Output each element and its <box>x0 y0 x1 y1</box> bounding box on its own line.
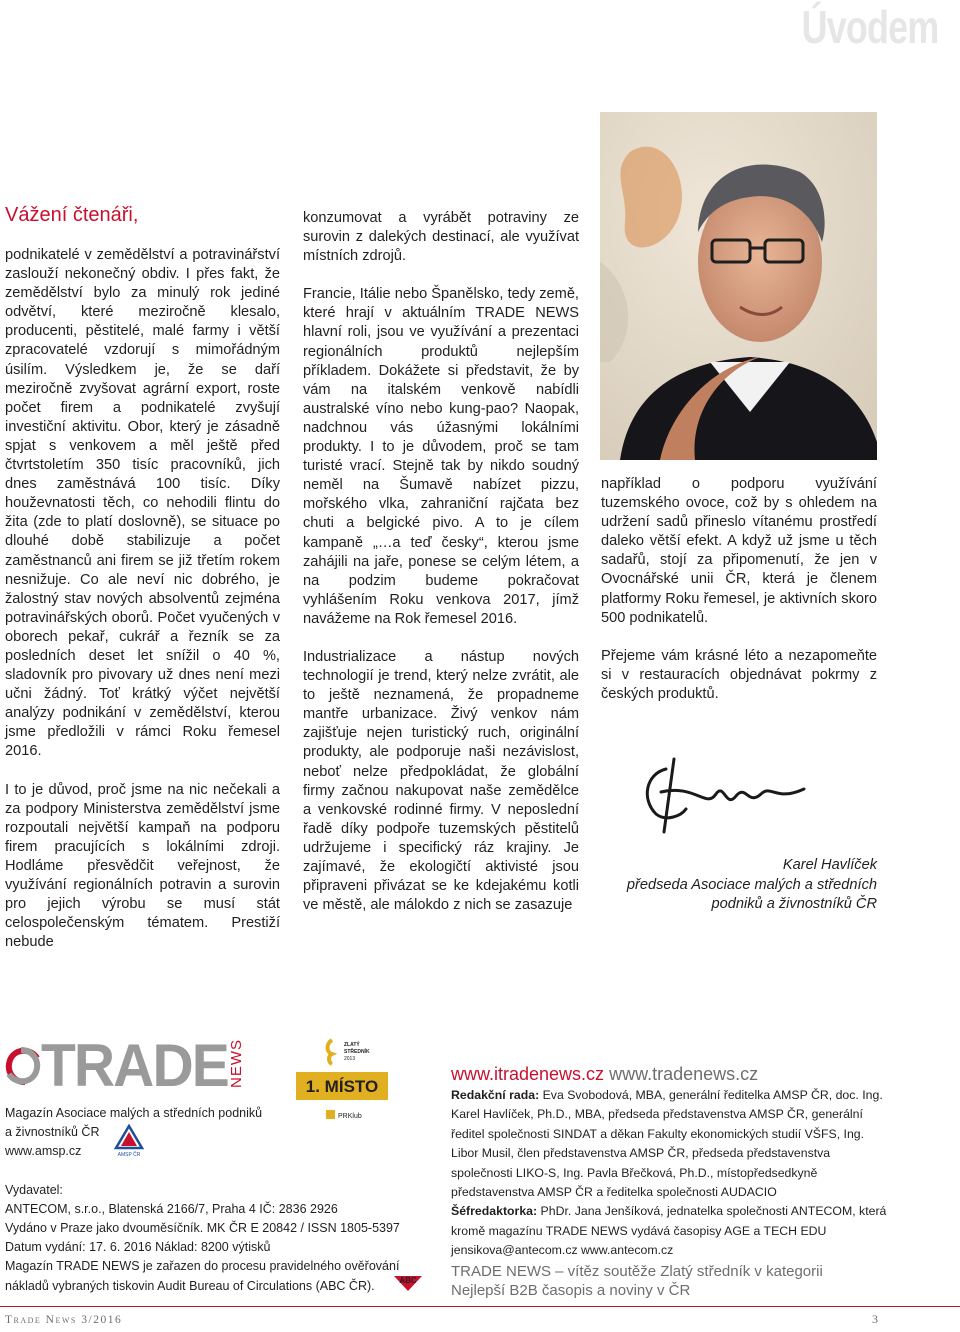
editorial-board <box>451 1086 891 1202</box>
page-number: 3 <box>872 1312 878 1326</box>
badge-place: 1. MÍSTO <box>305 1077 379 1096</box>
badge-org: PRKlub <box>338 1113 362 1120</box>
signer-name: Karel Havlíček <box>782 857 877 873</box>
publisher-line: Vydáno v Praze jako dvouměsíčník. MK ČR E 20842 / ISSN 1805-5397 <box>5 1221 400 1236</box>
editorial-info <box>451 1062 891 1301</box>
web-links <box>451 1062 891 1086</box>
editorial-label: Redakční rada: <box>451 1088 540 1102</box>
signer-block <box>627 856 877 915</box>
signer-role: předseda Asociace malých a středních <box>626 876 877 893</box>
article-column-2 <box>303 209 579 915</box>
paragraph: I to je důvod, proč jsme na nic nečekali a za podpory Ministerstva zemědělství jsme rozpoutali největší kampaň na podporu firem pracujících s lokálními zdroji. Hodláme přesvědčit veřejnost, že využívání regionálních potravin a surovin pro jejich výrobu se musí stát celospolečenským tématem. Prestiží nebude <box>5 781 280 951</box>
editorial-text: Eva Svobodová, MBA, generální ředitelka AMSP ČR, doc. Ing. Karel Havlíček, Ph.D., MBA, předseda představenstva AMSP ČR, generální ředitel společnosti SINDAT a děkan Fakulty ekonomických studií VŠFS, Ing. Libor Musil, člen představenstva AMSP ČR, předseda představenstva společnosti LIKO-S, Ing. Pavla Břečková, Ph.D., místopředsedkyně představenstva AMSP ČR a ředitelka společnosti AUDACIO <box>451 1088 883 1200</box>
award-line: TRADE NEWS – vítěz soutěže Zlatý středník v kategorii <box>451 1262 823 1280</box>
publisher-line: Datum vydání: 17. 6. 2016 Náklad: 8200 výtisků <box>5 1240 271 1255</box>
article-column-1 <box>5 246 280 952</box>
abc-logo-text: ABC <box>399 1276 417 1285</box>
section-title: Úvodem <box>801 1 938 53</box>
amsp-logo-text: AMSP ČR <box>117 1152 141 1158</box>
publisher-info <box>5 1104 425 1296</box>
footer-divider <box>0 1306 960 1307</box>
greeting: Vážení čtenáři, <box>5 204 139 226</box>
amsp-logo-icon <box>114 1124 144 1158</box>
article-column-3 <box>601 475 877 704</box>
abc-logo-icon <box>392 1272 424 1292</box>
signer-role: podniků a živnostníků ČR <box>711 896 877 913</box>
trade-news-logo <box>5 1032 238 1099</box>
publisher-line: ANTECOM, s.r.o., Blatenská 2166/7, Praha 4 IČ: 2836 2926 <box>5 1201 338 1216</box>
chief-label: Šéfredaktorka: <box>451 1204 538 1219</box>
publisher-line: nákladů vybraných tiskovin Audit Bureau of Circulations (ABC ČR). <box>5 1278 375 1293</box>
paragraph: podnikatelé v zemědělství a potravinářství zaslouží nekonečný obdiv. I přes fakt, že zemědělství bylo za minulý rok jediné odvětví, které meziročně klesalo, producenti, pěstitelé, malé farmy i větší zpracovatelé vzdorují s mimořádným úsilím. Výsledkem je, že se daří meziročně zvyšovat agrární export, roste počet firem a podnikatelé zvyšují investiční aktivitu. Obor, který je zásadně spjat s venkovem a měl ještě před čtvrtstoletím 350 tisíc pracovníků, jich dnes zaměstnává 100 tisíc. Díky houževnatosti těch, co nehodili flintu do žita (zde to platí doslovně), se situace po dlouhé době stabilizuje a počet zaměstnanců ani firem se již třetím rokem nesnižuje. Co ale neví nic dobrého, je žalostný stav nových absolventů zejména potravinářských oborů. Počet vyučených v oborech pekař, cukrář a řezník se za posledních deset let snížil o 40 %, sladovník pro pivovary už dnes není mezi učni žádný. Toť krátký výčet největší analýzy podnikání v zemědělství, kterou jsme předložili v rámci Roku řemesel 2016. <box>5 247 280 760</box>
publisher-label: Vydavatel: <box>5 1182 63 1197</box>
logo-news: NEWS <box>228 1039 245 1088</box>
author-photo <box>600 112 877 460</box>
chief-editor <box>451 1202 891 1241</box>
badge-text: STŘEDNÍK <box>344 1049 370 1055</box>
amsp-link[interactable]: www.amsp.cz <box>5 1144 82 1159</box>
badge-text: 2013 <box>344 1056 356 1062</box>
contact-line[interactable]: jensikova@antecom.cz www.antecom.cz <box>451 1243 674 1258</box>
paragraph: například o podporu využívání tuzemského ovoce, což by s ohledem na udržení sadů přineslo vítanému prostředí daleko větší efekt. A když už jsme u těch sadařů, stojí za připomenutí, že jen v Ovocnářské unii ČR, která je členem platformy Roku řemesel, je aktivních skoro 500 podnikatelů. <box>601 476 877 626</box>
publisher-line: Magazín TRADE NEWS je zařazen do procesu pravidelného ověřování <box>5 1259 400 1274</box>
logo-word: TRADE <box>41 1032 228 1099</box>
award-line: Nejlepší B2B časopis a noviny v ČR <box>451 1282 691 1300</box>
swirl-logo-icon <box>5 1044 41 1088</box>
portrait-image <box>600 112 877 460</box>
chief-text: PhDr. Jana Jenšíková, jednatelka společnosti ANTECOM, která kromě magazínu TRADE NEWS vydává časopisy AGE a TECH EDU <box>451 1204 887 1238</box>
handwritten-signature <box>636 754 806 834</box>
tradenews-link[interactable]: www.tradenews.cz <box>609 1064 759 1084</box>
paragraph: Francie, Itálie nebo Španělsko, tedy země, které hrají v aktuálním TRADE NEWS hlavní roli, jsou ve využívání a prezentaci regionálních produktů nejlepším příkladem. Dokážete si představit, že by vám na italském venkově nabídli australské víno nebo kung-pao? Naopak, nadchnou vás úžasnými lokálními produkty. I to je důvodem, proč se tam turisté vrací. Stejně tak by nikdo soudný neměl na Šumavě nabízet pizzu, mořského vlka, zahraniční rajčata bez chuti a belgické pivo. A to je cílem kampaně „…a teď česky“, kterou jsme zahájili na jaře, ponese se celým létem, a na podzim budeme pokračovat vyhlášením Roku venkova 2017, jímž navážeme na Rok řemesel 2016. <box>303 286 579 627</box>
paragraph: Přejeme vám krásné léto a nezapomeňte si v restauracích objednávat pokrmy z českých produktů. <box>601 647 877 702</box>
paragraph: konzumovat a vyrábět potraviny ze surovin z dalekých destinací, ale využívat místních zdrojů. <box>303 210 579 265</box>
magazine-line: Magazín Asociace malých a středních podniků <box>5 1106 263 1120</box>
itradenews-link[interactable]: www.itradenews.cz <box>451 1064 605 1084</box>
magazine-line: a živnostníků ČR <box>5 1125 100 1140</box>
paragraph: Industrializace a nástup nových technologií je trend, který nelze zvrátit, ale to ještě neznamená, že propadneme mantře urbanizace. Živý venkov nám zajišťuje nejen turistický ruch, originální produkty, ale podporuje naši nezávislost, neboť nelze předpokládat, že globální firmy začnou nakupovat naše zemědělce a venkovské rodinné firmy. V neposlední řadě díky podpoře tuzemských pěstitelů udržujeme i specifický ráz krajiny. Je zajímavé, že ekologičtí aktivisté jsou připraveni přivázat se ke kdejakému kotli ve městě, ale málokdo z nich se zasazuje <box>303 648 579 914</box>
badge-text: ZLATÝ <box>344 1042 360 1048</box>
issue-label: Trade News 3/2016 <box>5 1314 123 1326</box>
